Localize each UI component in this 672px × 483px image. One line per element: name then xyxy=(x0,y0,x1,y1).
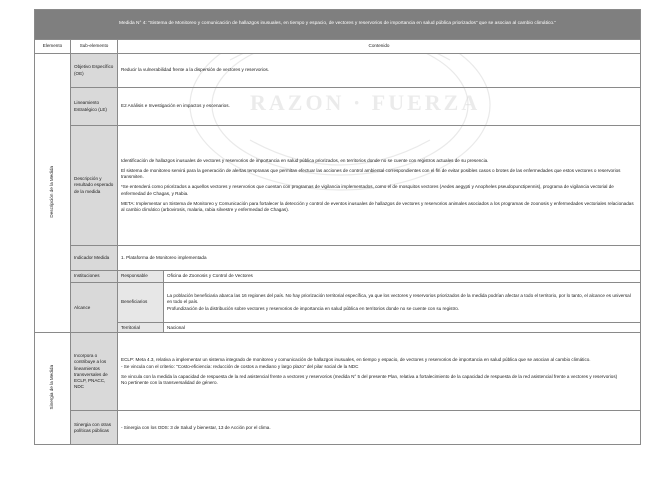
section-sinergia: Sinergia de la Medida xyxy=(35,333,71,445)
row-sinergia-label: Sinergia con otras políticas públicas xyxy=(71,411,118,445)
header-row xyxy=(35,40,641,54)
row-incorpora xyxy=(35,333,641,411)
responsable-content: Oficina de Zoonosis y Control de Vectores xyxy=(164,271,641,283)
row-oe-content: Reducir la vulnerabilidad frente a la dispersión de vectores y reservorios. xyxy=(118,54,641,88)
row-instituciones xyxy=(35,271,641,283)
row-alcance-territorial xyxy=(35,323,641,333)
beneficiarios-paragraph: La población beneficiaria abarca las 16 regiones del país. No hay priorización territorial específica, ya que los vectores y reservorios priorizados de la medida podrían afectar a todo el territorio, por lo tanto, el alcance es universal en todo el país. xyxy=(167,292,631,304)
row-incorpora-content xyxy=(118,333,641,411)
row-sinergia xyxy=(35,411,641,445)
row-alcance-label: Alcance xyxy=(71,283,118,333)
row-desc-label: Descripción y resultado esperado de la medida xyxy=(71,126,118,246)
desc-paragraph: Identificación de hallazgos inusuales de vectores y reservorios de importancia en salud pública priorizados, en territorios donde no se cuente con registros actuales de su presencia. xyxy=(121,157,489,163)
desc-paragraph: META: Implementar un Sistema de Monitoreo y Comunicación para fortalecer la detección y control de eventos inusuales de hallazgos de vectores y reservorios animales asociados a los programas de zoonosis y enfermedades vectoriales relacionadas al cambio climático (arbovirosis, malaria, rabia silvestre y enfermedad de Chagas). xyxy=(121,200,634,212)
incorpora-paragraph: Se vincula con la medida la capacidad de respuesta de la red asistencial frente a vectores y reservorios (medida N° 5 del presente Plan, relativa a fortalecimiento de la capacidad de respuesta de la red asistencial frente a vectores y reservorios) xyxy=(121,373,618,379)
row-instituciones-label: Instituciones xyxy=(71,271,118,283)
beneficiarios-label: Beneficiarios xyxy=(118,283,164,323)
row-indicador xyxy=(35,246,641,271)
measure-table xyxy=(34,9,641,445)
header-elemento: Elemento xyxy=(35,40,71,54)
incorpora-paragraph: ECLP: Meta 4.3, relativa a implementar un sistema integrado de monitoreo y comunicación de hallazgos inusuales, en tiempo y espacio, de vectores y reservorios de importancia en salud pública que se asocian al cambio climático. xyxy=(121,357,591,363)
incorpora-paragraph: No pertinente con la transversalidad de género. xyxy=(121,379,218,385)
row-desc-content xyxy=(118,126,641,246)
row-le-content: E2 Análisis e Investigación en impactos y escenarios. xyxy=(118,88,641,126)
title-row xyxy=(35,10,641,40)
row-le xyxy=(35,88,641,126)
responsable-label: Responsable xyxy=(118,271,164,283)
desc-paragraph: *Se entenderá como priorizados a aquellos vectores y reservorios que cuentan con programas de vigilancia implementados, como el de mosquitos vectores (Aedes aegypti y Anopheles pseudopunctipennis), programa de vigilancia vectorial de enfermedad de Chagas, y Rabia. xyxy=(121,184,614,196)
row-desc xyxy=(35,126,641,246)
row-indicador-label: Indicador Medida xyxy=(71,246,118,271)
row-oe-label: Objetivo Específico (OE) xyxy=(71,54,118,88)
header-contenido: Contenido xyxy=(118,40,641,54)
row-indicador-content: 1. Plataforma de Monitoreo implementada xyxy=(118,246,641,271)
territorial-label: Territorial xyxy=(118,323,164,333)
row-le-label: Lineamiento Estratégico (LE) xyxy=(71,88,118,126)
header-subelemento: Sub-elemento xyxy=(71,40,118,54)
incorpora-paragraph: - Se vincula con el criterio: "Costo-eficiencia: reducción de costos a mediano y largo plazo" del pilar social de la NDC xyxy=(121,363,359,369)
measure-title: Medida N° 4: "Sistema de Monitoreo y comunicación de hallazgos inusuales, en tiempo y espacio, de vectores y reservorios de importancia en salud pública priorizados" que se asocian al cambio climático." xyxy=(35,10,641,40)
desc-paragraph: El sistema de monitoreo servirá para la generación de alertas tempranas que permitan efectuar las acciones de control ambiental correspondientes con el fin de evitar posibles casos o brotes de las enfermedades que estos vectores o reservorios transmiten. xyxy=(121,168,621,180)
row-alcance-beneficiarios xyxy=(35,283,641,323)
beneficiarios-content xyxy=(164,283,641,323)
territorial-content: Nacional xyxy=(164,323,641,333)
row-sinergia-content: - Sinergia con los ODS: 3 de Salud y bienestar, 13 de Acción por el clima. xyxy=(118,411,641,445)
section-descripcion: Descripción de la Medida xyxy=(35,54,71,333)
row-oe xyxy=(35,54,641,88)
svg-text:RAZON · FUERZA: RAZON · FUERZA xyxy=(250,90,481,115)
row-incorpora-label: Incorpora o contribuye a los lineamientos transversales de ECLP, PNACC, NDC xyxy=(71,333,118,411)
beneficiarios-paragraph: Profundización de la distribución sobre vectores y reservorios de importancia en salud pública en territorios donde no se cuente con su registro. xyxy=(167,306,460,312)
